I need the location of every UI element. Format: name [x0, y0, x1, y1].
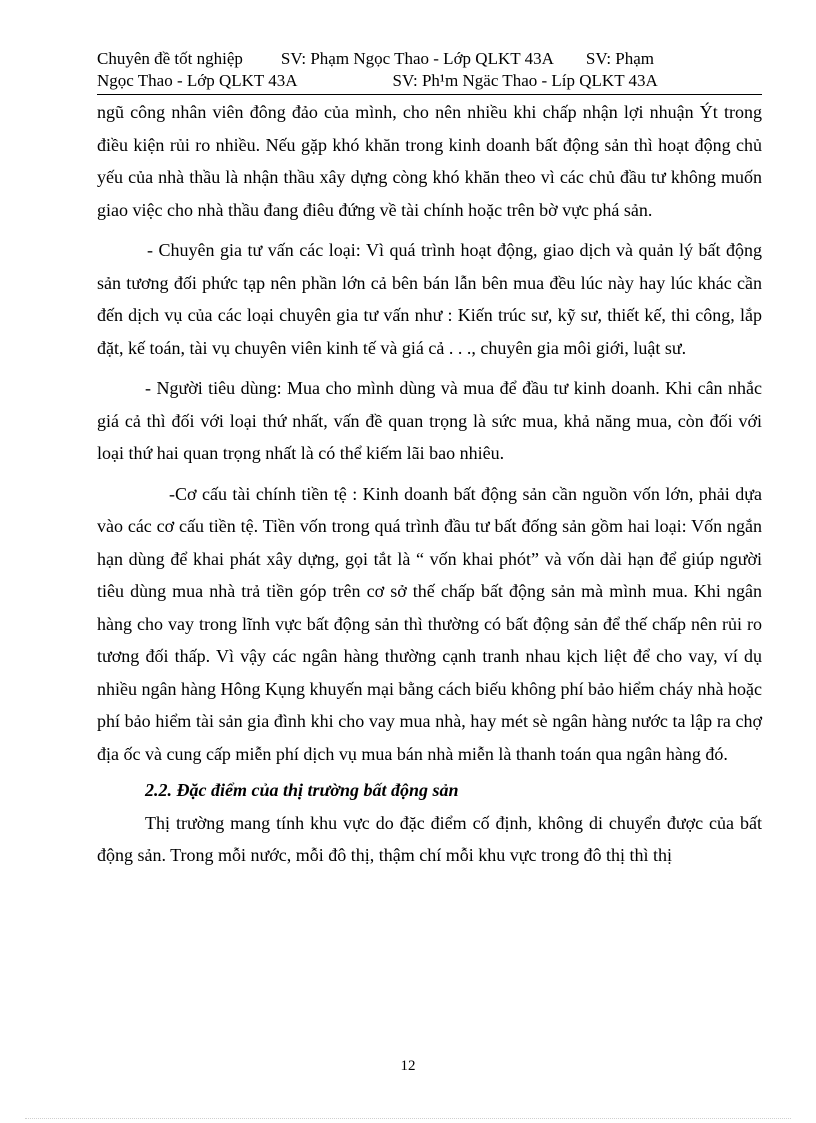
- header-line-1: [97, 48, 762, 70]
- page-header: [97, 48, 762, 92]
- paragraph-market-regional: Thị trường mang tính khu vực do đặc điểm cố định, không di chuyển được của bất động sản. Trong mỗi nước, mỗi đô thị, thậm chí mỗi khu vực trong đô thị thì thị: [97, 812, 762, 865]
- paragraph-contractors: ngũ công nhân viên đông đảo của mình, cho nên nhiều khi chấp nhận lợi nhuận Ýt trong điều kiện rủi ro nhiều. Nếu gặp khó khăn trong kinh doanh bất động sản thì hoạt động chủ yếu của nhà thầu là nhận thầu xây dựng còng khó khăn theo vì các chủ đầu tư không muốn giao việc cho nhà thầu đang điêu đứng về tài chính hoặc trên bờ vực phá sản.: [97, 102, 762, 220]
- paragraph-consultants: - Chuyên gia tư vấn các loại: Vì quá trình hoạt động, giao dịch và quản lý bất động sản tương đối phức tạp nên phần lớn cả bên bán lẫn bên mua đều lúc này hay lúc khác cần đến dịch vụ của các loại chuyên gia tư vấn như : Kiến trúc sư, kỹ sư, thiết kế, thi công, lắp đặt, kế toán, tài vụ chuyên viên kinh tế và giá cả . . ., chuyên gia môi giới, luật sư.: [97, 240, 762, 358]
- header-student-info-continued: Ngọc Thao - Lớp QLKT 43A: [97, 71, 298, 90]
- header-student-info-garbled: SV: Ph¹m Ngäc Thao - Líp QLKT 43A: [392, 71, 658, 90]
- page-body: [97, 96, 762, 872]
- section-heading: 2.2. Đặc điểm của thị trường bất động sản: [145, 780, 459, 800]
- paragraph-consumers: - Người tiêu dùng: Mua cho mình dùng và mua để đầu tư kinh doanh. Khi cân nhắc giá cả thì đối với loại thứ nhất, vấn đề quan trọng là sức mua, khả năng mua, còn đối với loại thứ hai quan trọng nhất là có thể kiếm lãi bao nhiêu.: [97, 378, 762, 463]
- header-student-info-repeat: SV: Phạm: [585, 49, 655, 68]
- page-number: 12: [400, 1058, 416, 1074]
- header-divider: [97, 94, 762, 95]
- page-bottom-border: [25, 1118, 791, 1119]
- header-student-info: SV: Phạm Ngọc Thao - Lớp QLKT 43A: [280, 49, 554, 68]
- paragraph-financial-structure: -Cơ cấu tài chính tiền tệ : Kinh doanh bất động sản cần nguồn vốn lớn, phải dựa vào các cơ cấu tiền tệ. Tiền vốn trong quá trình đầu tư bất đống sản gồm hai loại: Vốn ngắn hạn dùng để khai phát xây dựng, gọi tắt là “ vốn khai phót” và vốn dài hạn để giúp người tiêu dùng mua nhà trả tiền góp trên cơ sở thế chấp bất động sản mà mình mua. Khi ngân hàng cho vay trong lĩnh vực bất động sản thì thường có bất động sản để thế chấp nên rủi ro tương đối thấp. Vì vậy các ngân hàng thường cạnh tranh nhau kịch liệt để cho vay, ví dụ nhiều ngân hàng Hông Kụng khuyến mại bằng cách biếu không phí bảo hiểm cháy nhà hoặc phí bảo hiểm tài sản gia đình khi cho vay mua nhà, hay mét sè ngân hàng nước ta lập ra chợ địa ốc và cung cấp miễn phí dịch vụ mua bán nhà miễn là thanh toán qua ngân hàng đó.: [97, 483, 762, 764]
- header-thesis-title: Chuyên đề tốt nghiệp: [97, 49, 243, 68]
- header-line-2: [97, 70, 762, 92]
